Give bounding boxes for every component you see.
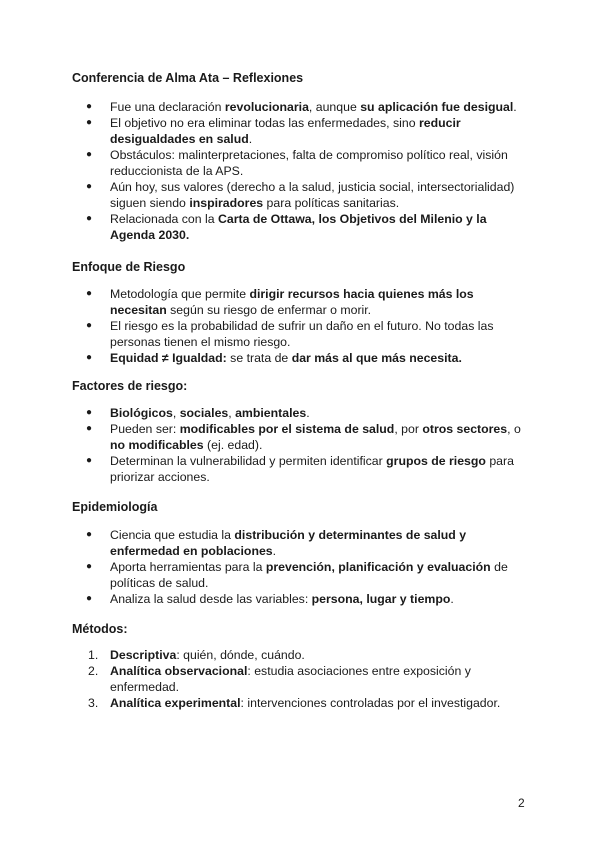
list-item: 2. Analítica observacional: estudia asociaciones entre exposición y enfermedad. (88, 664, 471, 694)
list-item: ● Obstáculos: malinterpretaciones, falta de compromiso político real, visión reduccionista de la APS. (72, 147, 532, 179)
list-item: ● Aún hoy, sus valores (derecho a la salud, justicia social, intersectorialidad) siguen siendo inspiradores para políticas sanitarias. (72, 179, 532, 211)
list-factores-riesgo (72, 405, 532, 485)
list-item: ● Relacionada con la Carta de Ottawa, los Objetivos del Milenio y la Agenda 2030. (72, 211, 532, 243)
list-item: ● Fue una declaración revolucionaria, aunque su aplicación fue desigual. (72, 99, 532, 115)
list-item: ● Aporta herramientas para la prevención, planificación y evaluación de políticas de salud. (72, 559, 532, 591)
list-item: 1. Descriptiva: quién, dónde, cuándo. (88, 648, 305, 662)
list-item: ● El objetivo no era eliminar todas las enfermedades, sino reducir desigualdades en salud. (72, 115, 532, 147)
list-item: ● Metodología que permite dirigir recursos hacia quienes más los necesitan según su riesgo de enfermar o morir. (72, 286, 532, 318)
list-item: ● El riesgo es la probabilidad de sufrir un daño en el futuro. No todas las personas tienen el mismo riesgo. (72, 318, 532, 350)
list-epidemiologia (72, 527, 532, 607)
list-item: ● Equidad ≠ Igualdad: se trata de dar más al que más necesita. (72, 350, 532, 366)
heading-metodos: Métodos: (72, 622, 128, 636)
list-item: ● Pueden ser: modificables por el sistema de salud, por otros sectores, o no modificables (ej. edad). (72, 421, 532, 453)
page-number: 2 (518, 796, 525, 810)
heading-factores-riesgo: Factores de riesgo: (72, 379, 188, 393)
list-item: ● Biológicos, sociales, ambientales. (72, 405, 532, 421)
list-alma-ata (72, 99, 532, 243)
list-enfoque-riesgo (72, 286, 532, 366)
list-item: ● Ciencia que estudia la distribución y determinantes de salud y enfermedad en poblaciones. (72, 527, 532, 559)
list-metodos (72, 647, 532, 711)
heading-alma-ata: Conferencia de Alma Ata – Reflexiones (72, 71, 304, 85)
heading-enfoque-riesgo: Enfoque de Riesgo (72, 260, 186, 274)
list-item: ● Analiza la salud desde las variables: persona, lugar y tiempo. (72, 591, 532, 607)
list-item: ● Determinan la vulnerabilidad y permiten identificar grupos de riesgo para priorizar acciones. (72, 453, 532, 485)
list-item: 3. Analítica experimental: intervenciones controladas por el investigador. (88, 696, 501, 710)
heading-epidemiologia: Epidemiología (72, 500, 158, 514)
